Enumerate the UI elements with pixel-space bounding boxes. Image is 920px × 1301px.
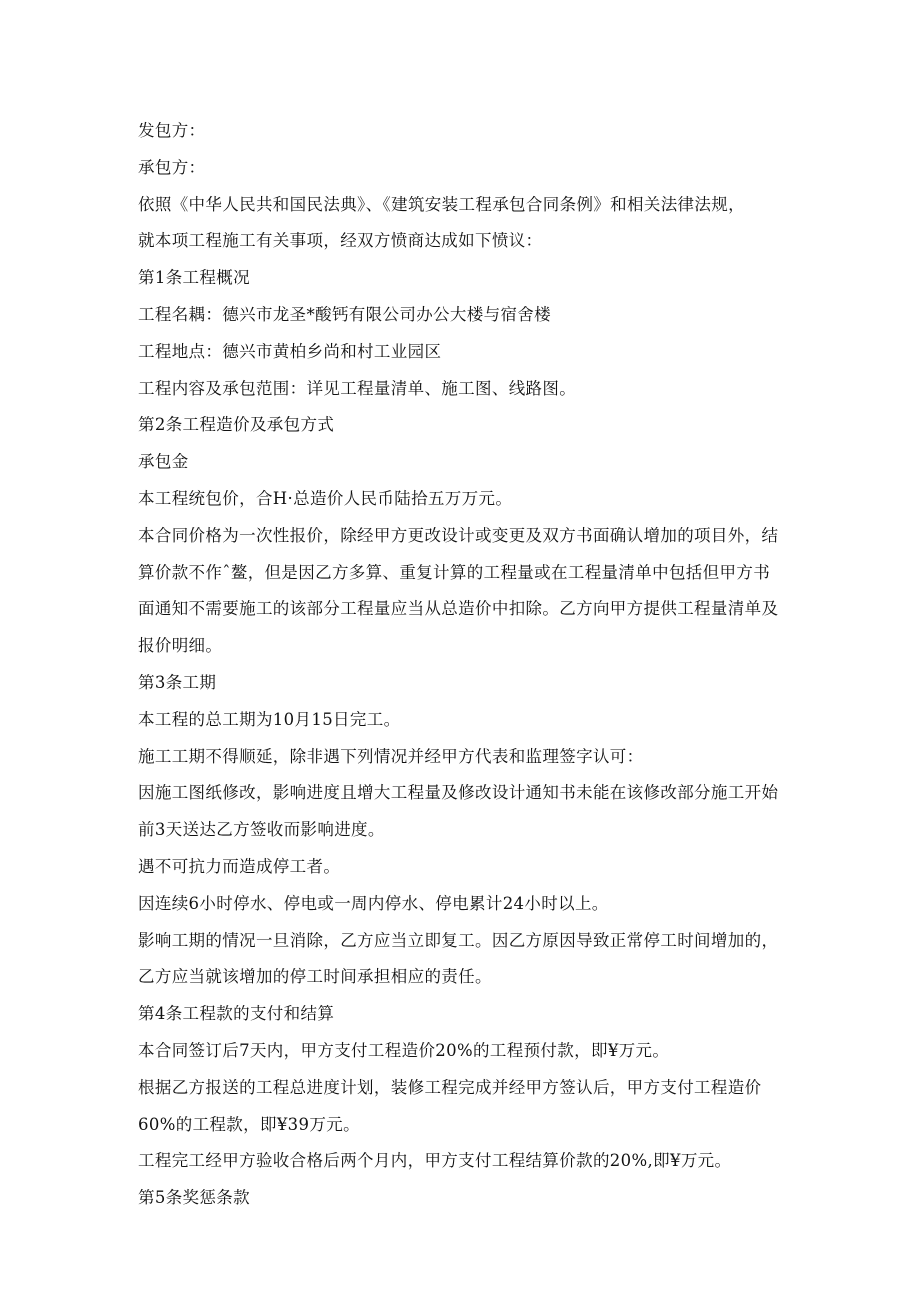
paragraph-line: 工程名耦：德兴市龙圣*酸钙有限公司办公大楼与宿舍楼 xyxy=(138,304,551,324)
paragraph-line: 前3天送达乙方签收而影响进度。 xyxy=(138,820,385,840)
paragraph-line: 算价款不作ˆ鳌，但是因乙方多算、重复计算的工程量或在工程量清单中包括但甲方书 xyxy=(138,562,771,582)
paragraph-line: 工程内容及承包范围：详见工程量清单、施工图、线路图。 xyxy=(138,378,577,398)
paragraph-line: 承包金 xyxy=(138,452,189,472)
paragraph-line: 影响工期的情况一旦消除，乙方应当立即复工。因乙方原因导致正常停工时间增加的， xyxy=(138,930,779,950)
article-heading: 第1条工程概况 xyxy=(138,268,250,288)
paragraph-line: 因施工图纸修改，影响进度且增大工程量及修改设计通知书未能在该修改部分施工开始 xyxy=(138,783,779,803)
paragraph-line: 工程完工经甲方验收合格后两个月内，甲方支付工程结算价款的20%,即¥万元。 xyxy=(138,1151,732,1171)
contractor-line: 承包方： xyxy=(138,157,206,177)
paragraph-line: 60%的工程款，即¥39万元。 xyxy=(138,1114,360,1134)
paragraph-line: 乙方应当就该增加的停工时间承担相应的责任。 xyxy=(138,967,492,987)
paragraph-line: 本工程统包价，合H·总造价人民币陆拾五万万元。 xyxy=(138,488,513,508)
preamble-line: 就本项工程施工有关事项，经双方愤商达成如下愤议： xyxy=(138,231,543,251)
paragraph-line: 因连续6小时停水、停电或一周内停水、停电累计24小时以上。 xyxy=(138,893,609,913)
article-heading: 第4条工程款的支付和结算 xyxy=(138,1004,335,1024)
contract-body xyxy=(138,113,798,1217)
paragraph-line: 施工工期不得顺延，除非遇下列情况并经甲方代表和监理签字认可： xyxy=(138,746,644,766)
paragraph-line: 工程地点：德兴市黄柏乡尚和村工业园区 xyxy=(138,341,442,361)
article-heading: 第2条工程造价及承包方式 xyxy=(138,415,335,435)
paragraph-line: 报价明细。 xyxy=(138,636,223,656)
paragraph-line: 本合同价格为一次性报价，除经甲方更改设计或变更及双方书面确认增加的项目外，结 xyxy=(138,525,779,545)
article-heading: 第5条奖惩条款 xyxy=(138,1188,250,1208)
preamble-line: 依照《中华人民共和国民法典》、《建筑安装工程承包合同条例》和相关法律法规， xyxy=(138,194,745,214)
paragraph-line: 本工程的总工期为10月15日完工。 xyxy=(138,709,401,729)
paragraph-line: 本合同签订后7天内，甲方支付工程造价20%的工程预付款，即¥万元。 xyxy=(138,1040,670,1060)
paragraph-line: 面通知不需要施工的该部分工程量应当从总造价中扣除。乙方向甲方提供工程量清单及 xyxy=(138,599,779,619)
article-heading: 第3条工期 xyxy=(138,672,217,692)
paragraph-line: 遇不可抗力而造成停工者。 xyxy=(138,856,341,876)
paragraph-line: 根据乙方报送的工程总进度计划，装修工程完成并经甲方签认后，甲方支付工程造价 xyxy=(138,1077,762,1097)
issuer-line: 发包方： xyxy=(138,121,206,140)
